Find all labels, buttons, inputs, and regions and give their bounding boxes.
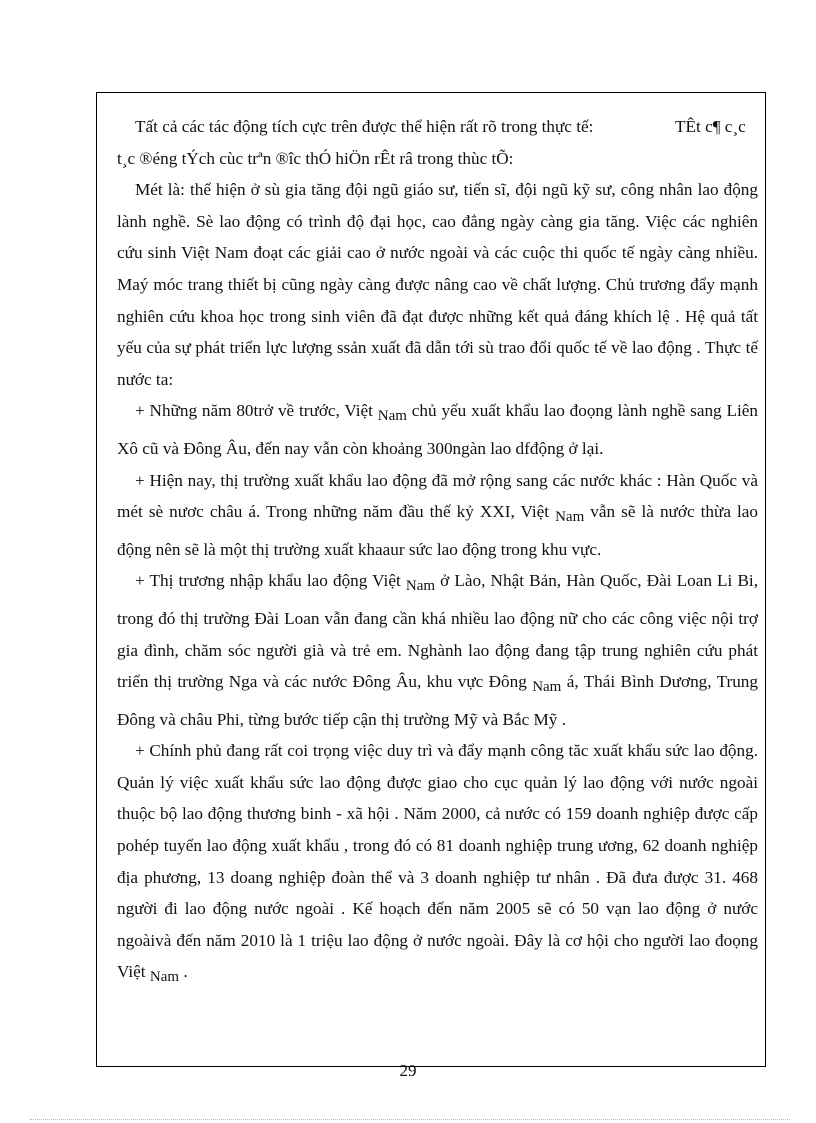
- paragraph-5: + Chính phủ đang rất coi trọng việc duy trì và đẩy mạnh công tăc xuất khẩu sức lao động. Quản lý việc xuất khẩu sức lao động được giao cho cục quản lý lao động với nước ngoài thuộc bộ lao động thương binh - xã hội . Năm 2000, cả nước có 159 doanh nghiệp được cấp pohép tuyển lao động xuất khẩu , trong đó có 81 doanh nghiệp trung ương, 62 doanh nghiệp địa phương, 13 doang nghiệp đoàn thể và 3 doanh nghiệp tư nhân . Đã đưa được 31. 468 người đi lao động nước ngoài . Kế hoạch đến năm 2005 sẽ có 50 vạn lao động ở nước ngoàivà đến năm 2010 là 1 triệu lao động ở nước ngoài. Đây là cơ hội cho người lao đoọng Việt Nam .: [117, 741, 758, 986]
- paragraph-1: Mét là: thể hiện ở sù gia tăng đội ngũ giáo sư, tiến sĩ, đội ngũ kỹ sư, công nhân lao động lành nghề. Sè lao động có trình độ đại học, cao đẳng ngày càng gia tăng. Việc các nghiên cứu sinh Việt Nam đoạt các giải cao ở nước ngoài và các cuộc thi quốc tế ngày càng nhiều. Maý móc trang thiết bị cũng ngày càng được nâng cao về chất lượng. Chủ trương đẩy mạnh nghiên cứu khoa học trong sinh viên đã đạt được những kết quả đáng khích lệ . Hệ quả tất yếu của sự phát triển lực lượng ssản xuất đã dẫn tới sù trao đổi quốc tế về lao động . Thực tế nước ta:: [117, 180, 758, 389]
- nam-word: Nam: [149, 969, 180, 986]
- intro-text: Tất cả các tác động tích cực trên được thể hiện rất rõ trong thực tế:: [135, 117, 594, 136]
- garbled-fragment: TÊt c¶ c¸c: [675, 117, 746, 136]
- nam-word: Nam: [377, 408, 407, 425]
- page-number: 29: [399, 1061, 417, 1080]
- paragraph-2: + Những năm 80trở về trước, Việt Nam chủ yếu xuất khẩu lao đoọng lành nghề sang Liên Xô cũ và Đông Âu, đến nay vẫn còn khoảng 300ngàn lao dfđộng ở lại.: [117, 401, 758, 458]
- paragraph-3: + Hiện nay, thị trường xuất khẩu lao động đã mở rộng sang các nước khác : Hàn Quốc và mét sè nươc châu á. Trong những năm đầu thế kỷ XXI, Việt Nam vẫn sẽ là nước thừa lao động nên sẽ là một thị trường xuất khaaur sức lao động trong khu vực.: [117, 470, 758, 559]
- intro-line: [117, 111, 758, 143]
- nam-word: Nam: [405, 578, 436, 595]
- dotted-rule: [30, 1119, 790, 1120]
- nam-word: Nam: [532, 679, 562, 696]
- nam-word: Nam: [555, 509, 585, 526]
- paragraph-4: + Thị trương nhập khẩu lao động Việt Nam ở Lào, Nhật Bản, Hàn Quốc, Đài Loan Li Bi, trong đó thị trường Đài Loan vẫn đang cần khá nhiều lao động nữ cho các công việc nội trợ gia đình, chăm sóc người già và trẻ em. Nghành lao động đang tập trung nghiên cứu phát triển thị trường Nga và các nước Đông Âu, khu vực Đông Nam á, Thái Bình Dương, Trung Đông và châu Phi, từng bước tiếp cận thị trường Mỹ và Bắc Mỹ .: [117, 571, 759, 729]
- document-body: [117, 111, 758, 994]
- garbled-line: t¸c ®éng tÝch cùc trªn ®îc thÓ hiÖn rÊt râ trong thùc tÕ:: [117, 148, 514, 168]
